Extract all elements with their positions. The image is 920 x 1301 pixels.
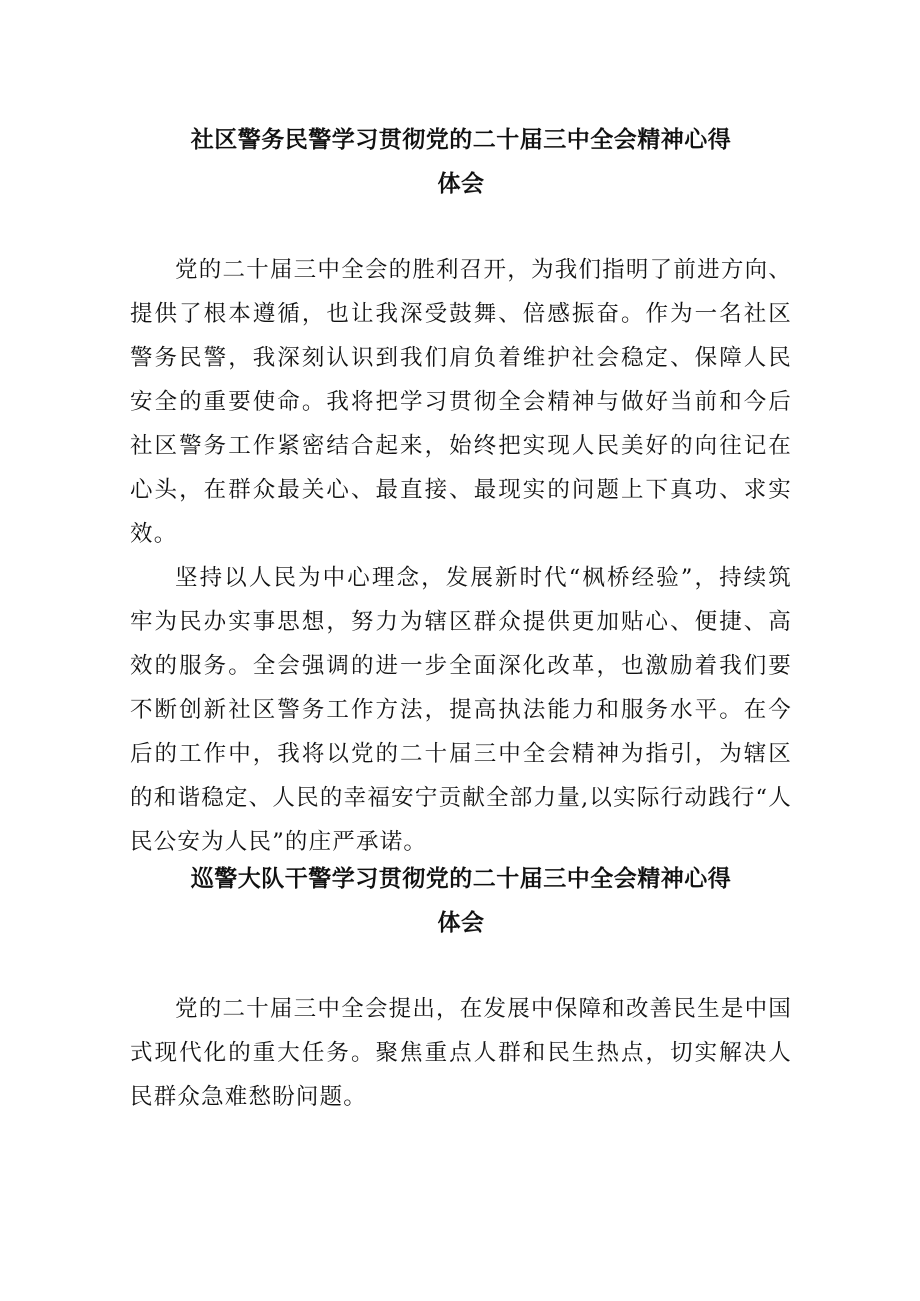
paragraph: 坚持以人民为中心理念，发展新时代“枫桥经验”，持续筑牢为民办实事思想，努力为辖区群众提供更加贴心、便捷、高效的服务。全会强调的进一步全面深化改革，也激励着我们要不断创新社区警务工作方法，提高执法能力和服务水平。在今后的工作中，我将以党的二十届三中全会精神为指引，为辖区的和谐稳定、人民的幸福安宁贡献全部力量,以实际行动践行“人民公安为人民”的庄严承诺。 — [130, 565, 792, 855]
article-title — [130, 118, 792, 206]
article-patrol-police — [130, 857, 792, 1119]
article-body — [130, 987, 792, 1119]
title-line-1: 巡警大队干警学习贯彻党的二十届三中全会精神心得 — [190, 866, 732, 892]
article-body — [130, 248, 792, 864]
title-line-2: 体会 — [437, 910, 485, 936]
paragraph: 党的二十届三中全会提出，在发展中保障和改善民生是中国式现代化的重大任务。聚焦重点人群和民生热点，切实解决人民群众急难愁盼问题。 — [130, 996, 792, 1110]
article-title — [130, 857, 792, 945]
title-line-1: 社区警务民警学习贯彻党的二十届三中全会精神心得 — [190, 127, 732, 153]
article-community-police — [130, 118, 792, 864]
paragraph: 党的二十届三中全会的胜利召开，为我们指明了前进方向、提供了根本遵循，也让我深受鼓舞、倍感振奋。作为一名社区警务民警，我深刻认识到我们肩负着维护社会稳定、保障人民安全的重要使命。我将把学习贯彻全会精神与做好当前和今后社区警务工作紧密结合起来，始终把实现人民美好的向往记在心头，在群众最关心、最直接、最现实的问题上下真功、求实效。 — [130, 257, 792, 547]
title-line-2: 体会 — [437, 171, 485, 197]
